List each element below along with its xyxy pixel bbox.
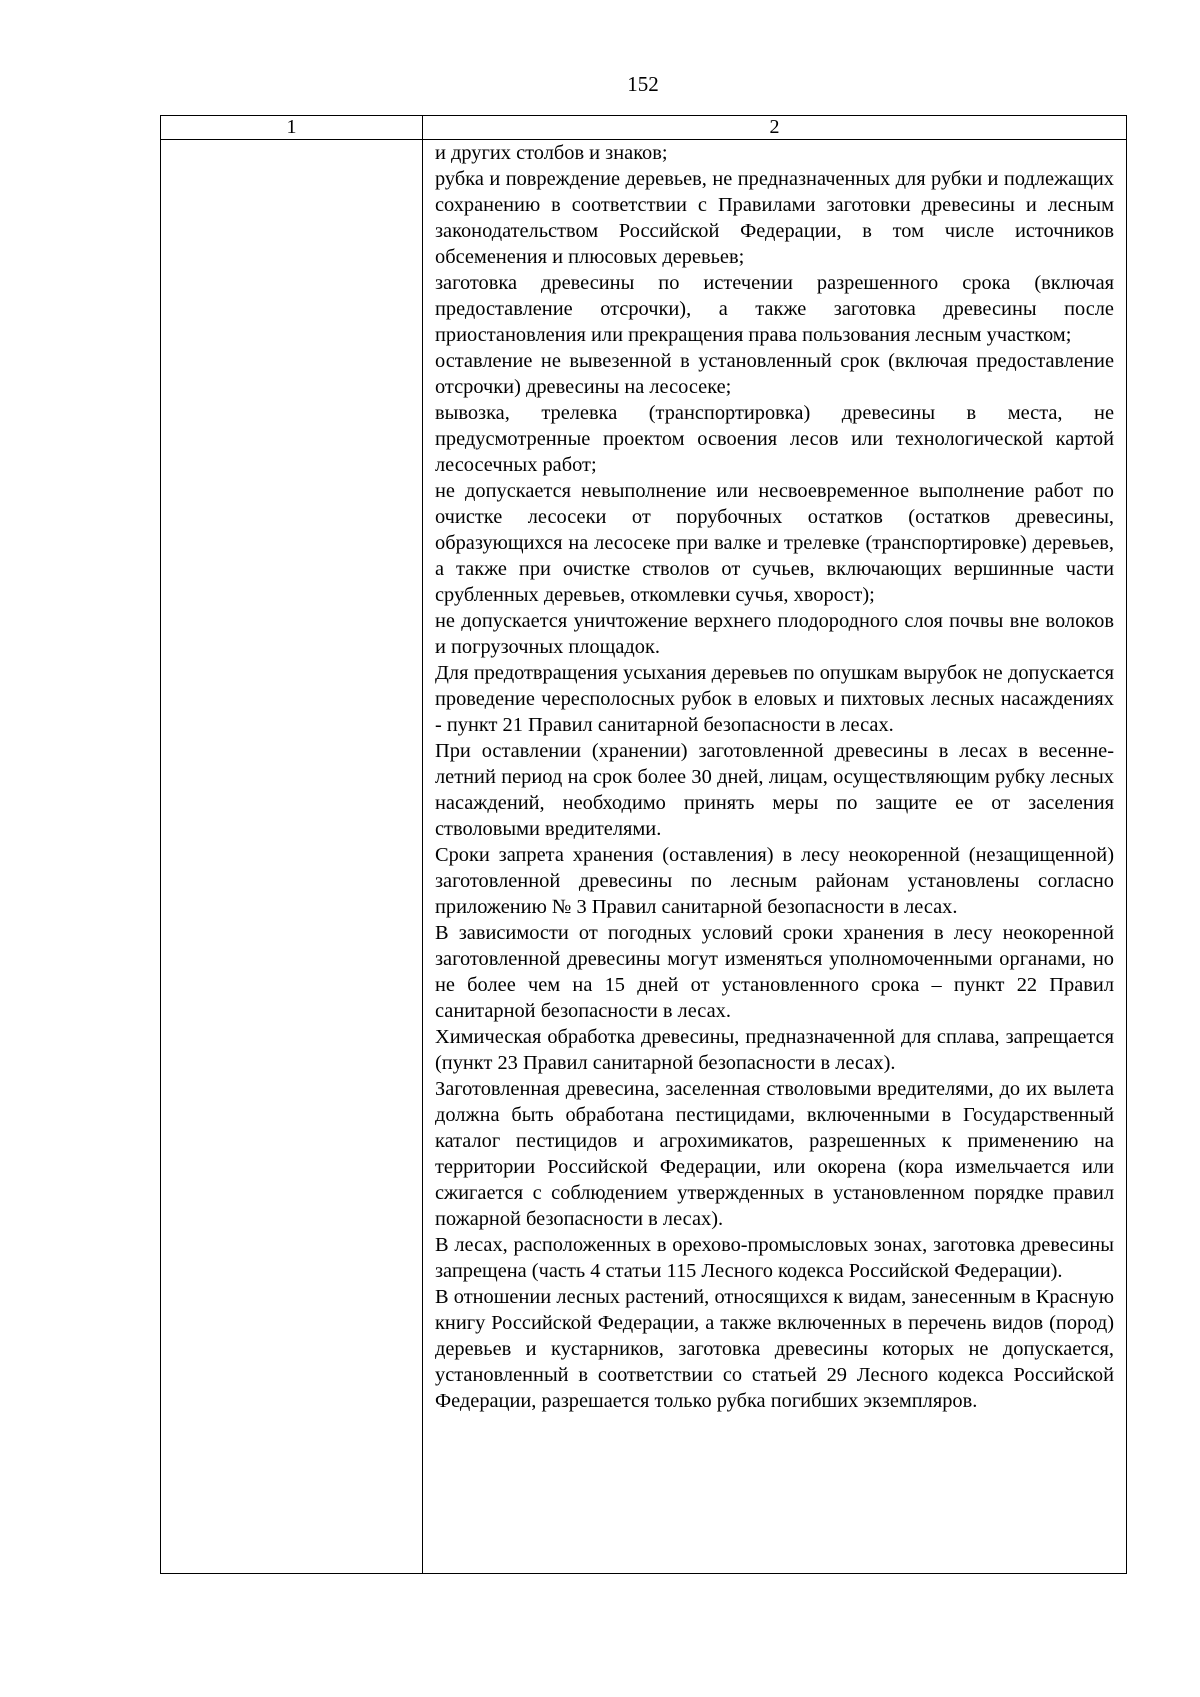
column1-cell bbox=[161, 140, 423, 1574]
paragraph: Заготовленная древесина, заселенная стволовыми вредителями, до их вылета должна быть обработана пестицидами, включенными в Государственный каталог пестицидов и агрохимикатов, разрешенных к применению на территории Российской Федерации, или окорена (кора измельчается или сжигается с соблюдением утвержденных в установленном порядке правил пожарной безопасности в лесах). bbox=[435, 1078, 1114, 1230]
paragraph: Химическая обработка древесины, предназначенной для сплава, запрещается (пункт 23 Правил санитарной безопасности в лесах). bbox=[435, 1026, 1114, 1074]
paragraph: не допускается невыполнение или несвоевременное выполнение работ по очистке лесосеки от порубочных остатков (остатков древесины, образующихся на лесосеке при валке и трелевке (транспортировке) деревьев, а также при очистке стволов от сучьев, включающих вершинные части срубленных деревьев, откомлевки сучья, хворост); bbox=[435, 480, 1114, 606]
paragraph: В лесах, расположенных в орехово-промысловых зонах, заготовка древесины запрещена (часть 4 статьи 115 Лесного кодекса Российской Федерации). bbox=[435, 1234, 1114, 1282]
paragraph: вывозка, трелевка (транспортировка) древесины в места, не предусмотренные проектом освоения лесов или технологической картой лесосечных работ; bbox=[435, 402, 1114, 476]
paragraph: При оставлении (хранении) заготовленной древесины в лесах в весенне-летний период на срок более 30 дней, лицам, осуществляющим рубку лесных насаждений, необходимо принять меры по защите ее от заселения стволовыми вредителями. bbox=[435, 740, 1114, 840]
table-row bbox=[161, 140, 1127, 1574]
column2-cell bbox=[423, 140, 1127, 1574]
paragraph: В отношении лесных растений, относящихся к видам, занесенным в Красную книгу Российской Федерации, а также включенных в перечень видов (пород) деревьев и кустарников, заготовка древесины которых не допускается, установленный в соответствии со статьей 29 Лесного кодекса Российской Федерации, разрешается только рубка погибших экземпляров. bbox=[435, 1286, 1114, 1412]
paragraph: рубка и повреждение деревьев, не предназначенных для рубки и подлежащих сохранению в соответствии с Правилами заготовки древесины и лесным законодательством Российской Федерации, в том числе источников обсеменения и плюсовых деревьев; bbox=[435, 168, 1114, 268]
paragraph: В зависимости от погодных условий сроки хранения в лесу неокоренной заготовленной древесины могут изменяться уполномоченными органами, но не более чем на 15 дней от установленного срока – пункт 22 Правил санитарной безопасности в лесах. bbox=[435, 922, 1114, 1022]
column-header-1: 1 bbox=[161, 116, 423, 140]
paragraph: Для предотвращения усыхания деревьев по опушкам вырубок не допускается проведение чересполосных рубок в еловых и пихтовых лесных насаждениях - пункт 21 Правил санитарной безопасности в лесах. bbox=[435, 662, 1114, 736]
paragraph: оставление не вывезенной в установленный срок (включая предоставление отсрочки) древесины на лесосеке; bbox=[435, 350, 1114, 398]
column-header-2: 2 bbox=[423, 116, 1127, 140]
table-header-row bbox=[161, 116, 1127, 140]
document-table bbox=[160, 115, 1127, 1574]
paragraph: и других столбов и знаков; bbox=[435, 142, 668, 164]
paragraph: заготовка древесины по истечении разрешенного срока (включая предоставление отсрочки), а также заготовка древесины после приостановления или прекращения права пользования лесным участком; bbox=[435, 272, 1114, 346]
paragraph: Сроки запрета хранения (оставления) в лесу неокоренной (незащищенной) заготовленной древесины по лесным районам установлены согласно приложению № 3 Правил санитарной безопасности в лесах. bbox=[435, 844, 1114, 918]
paragraph: не допускается уничтожение верхнего плодородного слоя почвы вне волоков и погрузочных площадок. bbox=[435, 610, 1114, 658]
page-number: 152 bbox=[627, 72, 659, 96]
